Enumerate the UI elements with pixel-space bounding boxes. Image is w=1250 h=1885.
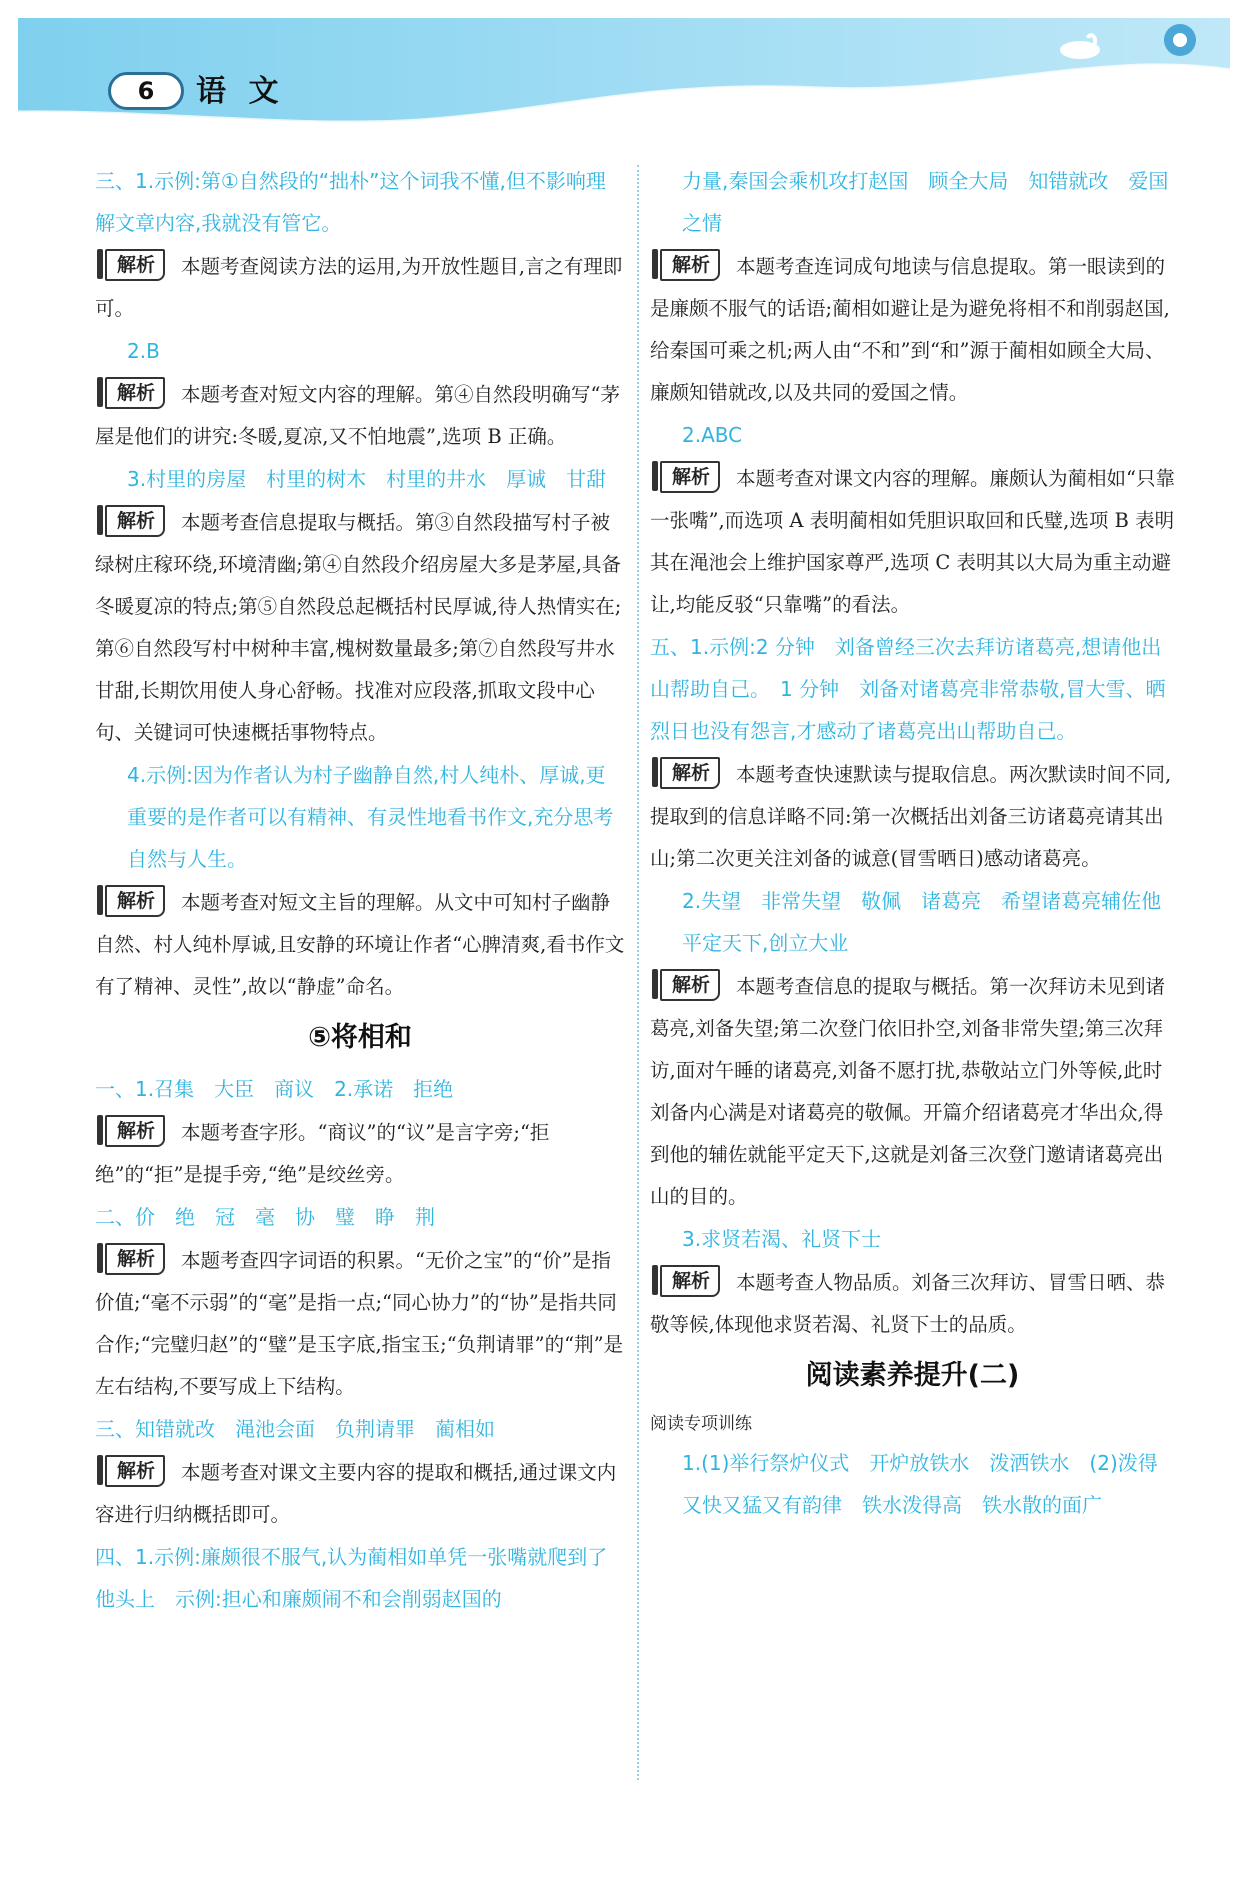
column-divider (637, 165, 639, 1780)
analysis-tag: 解析 (105, 885, 165, 917)
analysis-tag: 解析 (105, 1455, 165, 1487)
answer-section-4-2: 2.ABC (682, 423, 743, 447)
analysis-tag: 解析 (105, 1115, 165, 1147)
analysis-section-5-2: 解析 本题考查信息的提取与概括。第一次拜访未见到诸葛亮,刘备失望;第二次登门依旧扑空,刘备非常失望;第三次拜访,面对午睡的诸葛亮,刘备不愿打扰,恭敬站立门外等候,此时刘备内心满是对诸葛亮的敬佩。开篇介绍诸葛亮才华出众,得到他的辅佐就能平定天下,这就是刘备三次登门邀请诸葛亮出山的目的。 (650, 964, 1175, 1218)
analysis-tag: 解析 (105, 505, 165, 537)
section-title: ⑤将相和 (308, 1022, 412, 1053)
analysis-3-3: 解析 本题考查信息提取与概括。第③自然段描写村子被绿树庄稼环绕,环境清幽;第④自然段介绍房屋大多是茅屋,具备冬暖夏凉的特点;第⑤自然段总起概括村民厚诚,待人热情实在;第⑥自然段写村中树种丰富,槐树数量最多;第⑦自然段写井水甘甜,长期饮用使人身心舒畅。找准对应段落,抓取文段中心句、关键词可快速概括事物特点。 (95, 500, 625, 754)
answer-section-5-3: 3.求贤若渴、礼贤下士 (682, 1227, 882, 1251)
analysis-tag: 解析 (105, 377, 165, 409)
analysis-tag: 解析 (660, 969, 720, 1001)
analysis-3-4: 解析 本题考查对短文主旨的理解。从文中可知村子幽静自然、村人纯朴厚诚,且安静的环境让作者“心脾清爽,看书作文有了精神、灵性”,故以“静虚”命名。 (95, 880, 625, 1008)
analysis-section-2: 解析 本题考查四字词语的积累。“无价之宝”的“价”是指价值;“毫不示弱”的“毫”是指一点;“同心协力”的“协”是指共同合作;“完璧归赵”的“璧”是玉字底,指宝玉;“负荆请罪”的“荆”是左右结构,不要写成上下结构。 (95, 1238, 625, 1408)
answer-3-1: 三、1.示例:第①自然段的“拙朴”这个词我不懂,但不影响理解文章内容,我就没有管它。 (95, 169, 606, 235)
analysis-tag: 解析 (105, 1243, 165, 1275)
analysis-section-5-3: 解析 本题考查人物品质。刘备三次拜访、冒雪日晒、恭敬等候,体现他求贤若渴、礼贤下士的品质。 (650, 1260, 1175, 1346)
flower-icon (1164, 24, 1196, 56)
answer-section-2: 二、价 绝 冠 毫 协 璧 睁 荆 (95, 1205, 435, 1229)
answer-3-3: 3.村里的房屋 村里的树木 村里的井水 厚诚 甘甜 (127, 467, 607, 491)
analysis-3-2: 解析 本题考查对短文内容的理解。第④自然段明确写“茅屋是他们的讲究:冬暖,夏凉,又不怕地震”,选项 B 正确。 (95, 372, 625, 458)
analysis-tag: 解析 (660, 461, 720, 493)
answer-3-2: 2.B (127, 339, 160, 363)
analysis-tag: 解析 (660, 757, 720, 789)
analysis-3-1: 解析 本题考查阅读方法的运用,为开放性题目,言之有理即可。 (95, 244, 625, 330)
answer-3-4: 4.示例:因为作者认为村子幽静自然,村人纯朴、厚诚,更重要的是作者可以有精神、有灵性地看书作文,充分思考自然与人生。 (127, 763, 614, 871)
analysis-tag: 解析 (660, 249, 720, 281)
page-header (0, 0, 1250, 150)
analysis-section-5: 解析 本题考查快速默读与提取信息。两次默读时间不同,提取到的信息详略不同:第一次概括出刘备三访诸葛亮请其出山;第二次更关注刘备的诚意(冒雪晒日)感动诸葛亮。 (650, 752, 1175, 880)
answer-section-1: 一、1.召集 大臣 商议 2.承诺 拒绝 (95, 1077, 454, 1101)
analysis-section-1: 解析 本题考查字形。“商议”的“议”是言字旁;“拒绝”的“拒”是提手旁,“绝”是绞丝旁。 (95, 1110, 625, 1196)
answer-section-4: 四、1.示例:廉颇很不服气,认为蔺相如单凭一张嘴就爬到了他头上 示例:担心和廉颇闹不和会削弱赵国的 (95, 1545, 608, 1611)
answer-section-5: 五、1.示例:2 分钟 刘备曾经三次去拜访诸葛亮,想请他出山帮助自己。 1 分钟 刘备对诸葛亮非常恭敬,冒大雪、晒烈日也没有怨言,才感动了诸葛亮出山帮助自己。 (650, 635, 1166, 743)
right-column (650, 160, 1175, 1526)
subsection-label: 阅读专项训练 (650, 1414, 752, 1434)
header-wave-banner (0, 0, 1250, 150)
page-number: 6 (108, 72, 184, 110)
analysis-section-4-2: 解析 本题考查对课文内容的理解。廉颇认为蔺相如“只靠一张嘴”,而选项 A 表明蔺相如凭胆识取回和氏璧,选项 B 表明其在渑池会上维护国家尊严,选项 C 表明其以大局为重主动避让,均能反驳“只靠嘴”的看法。 (650, 456, 1175, 626)
subject-title: 语 文 (196, 74, 285, 109)
answer-reading-1: 1.(1)举行祭炉仪式 开炉放铁水 泼洒铁水 (2)泼得又快又猛又有韵律 铁水泼得高 铁水散的面广 (682, 1451, 1158, 1517)
answer-section-5-2: 2.失望 非常失望 敬佩 诸葛亮 希望诸葛亮辅佐他平定天下,创立大业 (682, 889, 1162, 955)
section-title-2: 阅读素养提升(二) (805, 1360, 1020, 1391)
analysis-tag: 解析 (660, 1265, 720, 1297)
answer-section-4-cont: 力量,秦国会乘机攻打赵国 顾全大局 知错就改 爱国之情 (682, 169, 1169, 235)
analysis-section-3: 解析 本题考查对课文主要内容的提取和概括,通过课文内容进行归纳概括即可。 (95, 1450, 625, 1536)
analysis-section-4: 解析 本题考查连词成句地读与信息提取。第一眼读到的是廉颇不服气的话语;蔺相如避让是为避免将相不和削弱赵国,给秦国可乘之机;两人由“不和”到“和”源于蔺相如顾全大局、廉颇知错就改,以及共同的爱国之情。 (650, 244, 1175, 414)
left-column (95, 160, 625, 1620)
answer-section-3: 三、知错就改 渑池会面 负荆请罪 蔺相如 (95, 1417, 495, 1441)
analysis-tag: 解析 (105, 249, 165, 281)
